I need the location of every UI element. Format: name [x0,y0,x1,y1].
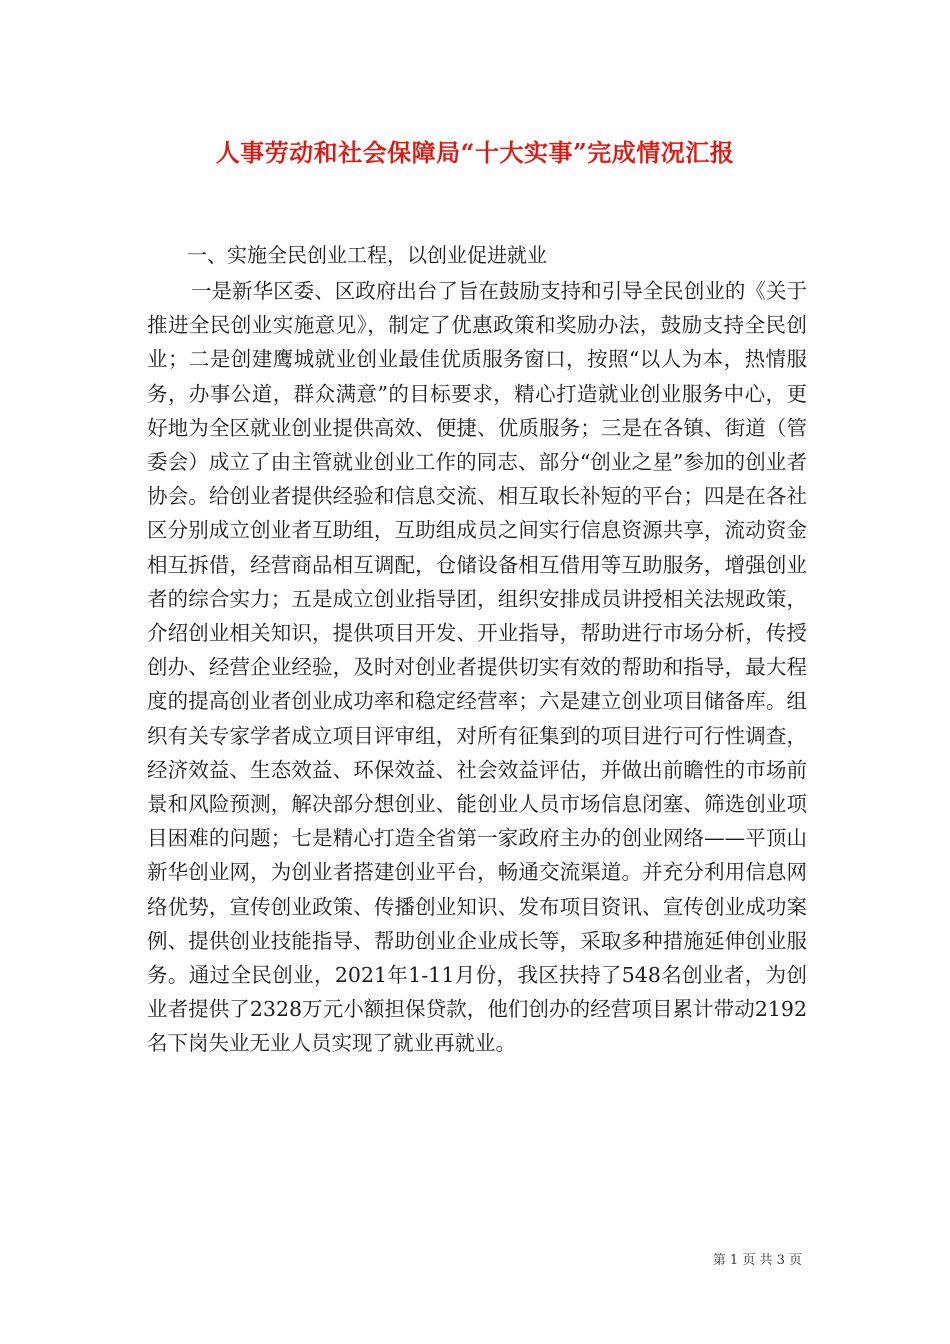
body-paragraph: 一是新华区委、区政府出台了旨在鼓励支持和引导全民创业的《关于推进全民创业实施意见》，制定了优惠政策和奖励办法，鼓励支持全民创业；二是创建鹰城就业创业最佳优质服务窗口，按照“以人为本，热情服务，办事公道，群众满意”的目标要求，精心打造就业创业服务中心，更好地为全区就业创业提供高效、便捷、优质服务；三是在各镇、街道（管委会）成立了由主管就业创业工作的同志、部分“创业之星”参加的创业者协会。给创业者提供经验和信息交流、相互取长补短的平台；四是在各社区分别成立创业者互助组，互助组成员之间实行信息资源共享，流动资金相互拆借，经营商品相互调配，仓储设备相互借用等互助服务，增强创业者的综合实力；五是成立创业指导团，组织安排成员讲授相关法规政策，介绍创业相关知识，提供项目开发、开业指导，帮助进行市场分析，传授创办、经营企业经验，及时对创业者提供切实有效的帮助和指导，最大程度的提高创业者创业成功率和稳定经营率；六是建立创业项目储备库。组织有关专家学者成立项目评审组，对所有征集到的项目进行可行性调查，经济效益、生态效益、环保效益、社会效益评估，并做出前瞻性的市场前景和风险预测，解决部分想创业、能创业人员市场信息闭塞、筛选创业项目困难的问题；七是精心打造全省第一家政府主办的创业网络——平顶山新华创业网，为创业者搭建创业平台，畅通交流渠道。并充分利用信息网络优势，宣传创业政策、传播创业知识、发布项目资讯、宣传创业成功案例、提供创业技能指导、帮助创业企业成长等，采取多种措施延伸创业服务。通过全民创业，2021年1-11月份，我区扶持了548名创业者，为创业者提供了2328万元小额担保贷款，他们创办的经营项目累计带动2192名下岗失业无业人员实现了就业再就业。 [147,279,807,1056]
page-number-footer: 第 1 页 共 3 页 [712,1253,802,1268]
page-title: 人事劳动和社会保障局“十大实事”完成情况汇报 [215,138,735,167]
section-heading: 一、实施全民创业工程，以创业促进就业 [187,243,547,267]
